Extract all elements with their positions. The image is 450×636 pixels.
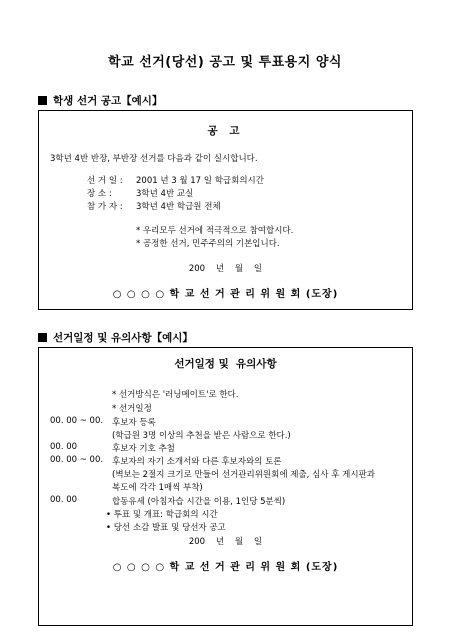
detail-value: 3학년 4반 학급원 전체 (136, 202, 221, 212)
schedule-note: * 선거방식은 '러닝메이트'로 한다. (112, 390, 239, 400)
schedule-bullet: • 투표 및 개표: 학급회의 시간 (106, 510, 218, 520)
schedule-bullet: • 당선 소감 발표 및 당선자 공고 (106, 523, 226, 533)
detail-value: 2001 년 3 월 17 일 학급회의시간 (136, 176, 264, 186)
detail-label: 참 가 자 : (87, 202, 123, 212)
schedule-date: 00. 00 (50, 495, 78, 505)
notice-intro: 3학년 4반 반장, 부반장 선거를 다음과 같이 실시합니다. (50, 154, 258, 164)
square-bullet-icon (38, 333, 47, 342)
schedule-item: 후보자 기호 추첨 (112, 444, 175, 454)
schedule-item: 후보자 등록 (112, 418, 156, 428)
notice-box-title: 공 고 (207, 125, 244, 137)
date-line: 200 년 월 일 (188, 264, 263, 274)
committee-signature: ○ ○ ○ ○ 학 교 선 거 관 리 위 원 회 (도장) (112, 289, 339, 300)
section-heading-schedule (38, 330, 193, 345)
section-heading-notice (38, 93, 162, 108)
schedule-item: 합동유세 (아침자습 시간을 이용, 1인당 5분씩) (112, 497, 286, 507)
schedule-item: 복도에 각각 1매씩 부착) (112, 483, 203, 493)
notice-note: * 우리모두 선거에 적극적으로 참여합시다. (136, 226, 294, 236)
square-bullet-icon (38, 96, 47, 105)
section-heading-label: 선거일정 및 유의사항【예시】 (53, 332, 193, 344)
schedule-box-title: 선거일정 및 유의사항 (174, 358, 277, 370)
schedule-note: * 선거일정 (112, 404, 152, 414)
document-title: 학교 선거(당선) 공고 및 투표용지 양식 (108, 55, 342, 70)
committee-signature: ○ ○ ○ ○ 학 교 선 거 관 리 위 원 회 (도장) (112, 562, 339, 573)
schedule-item: (벽보는 2절지 크기로 만들어 선거관리위원회에 제출, 심사 후 게시판과 (112, 470, 375, 480)
schedule-item: (학급원 3명 이상의 추천을 받은 사람으로 한다.) (112, 431, 291, 441)
schedule-date: 00. 00 ~ 00. (50, 416, 104, 426)
schedule-date: 00. 00 ~ 00. (50, 455, 104, 465)
detail-label: 장 소 : (87, 189, 112, 199)
detail-label: 선 거 일 : (87, 176, 123, 186)
detail-value: 3학년 4반 교실 (136, 189, 194, 199)
section-heading-label: 학생 선거 공고【예시】 (53, 95, 163, 107)
schedule-date: 00. 00 (50, 442, 78, 452)
notice-note: * 공정한 선거, 민주주의의 기본입니다. (136, 239, 280, 249)
schedule-item: 후보자의 자기 소개서와 다른 후보자와의 토론 (112, 457, 282, 467)
date-line: 200 년 월 일 (188, 537, 263, 547)
